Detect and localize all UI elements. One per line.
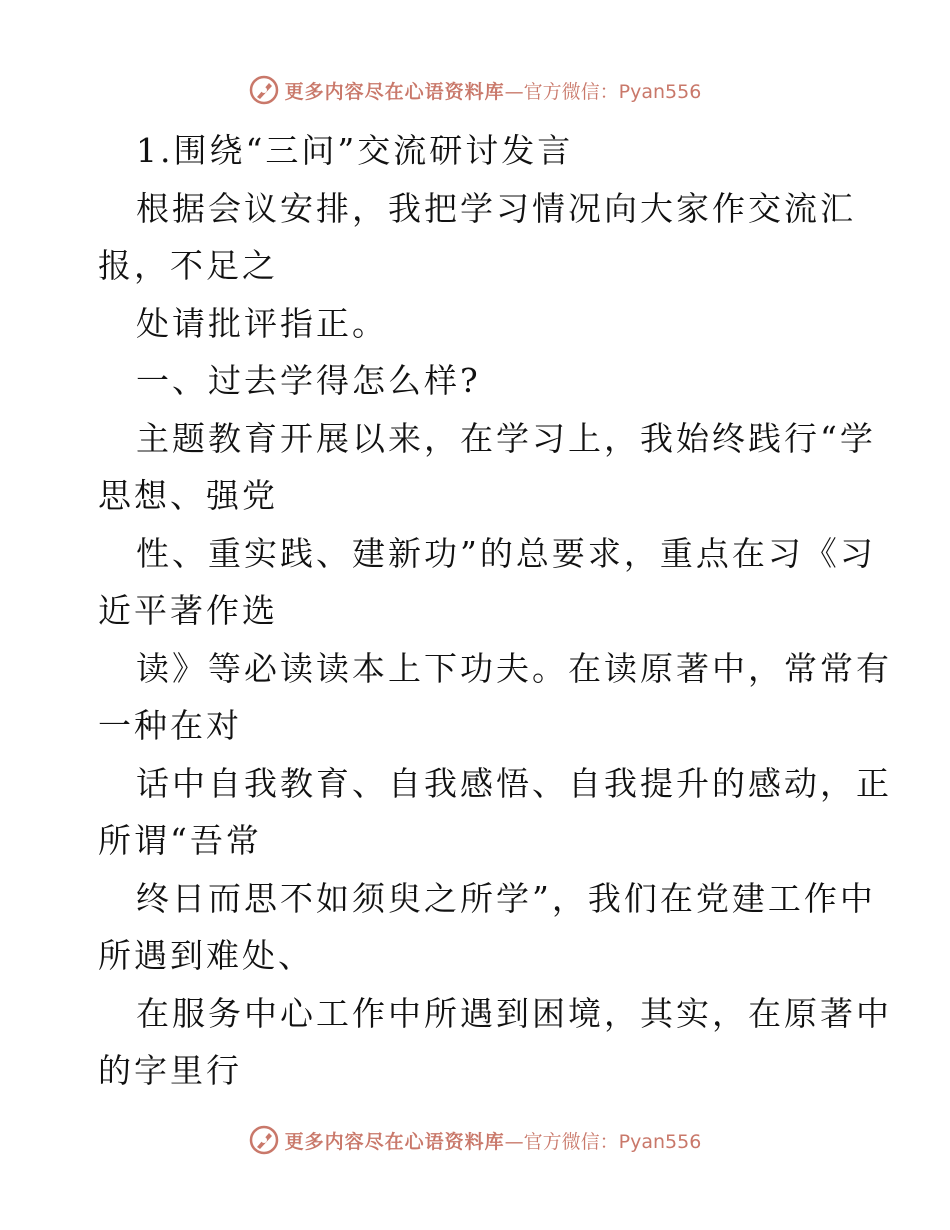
banner-contact-text: —官方微信：Pyan556 (504, 1130, 702, 1153)
paragraph-line: 主题教育开展以来，在学习上，我始终践行“学 (136, 418, 876, 458)
paragraph-line: 性、重实践、建新功”的总要求，重点在习《习 (136, 533, 876, 573)
quill-logo-icon (249, 1125, 279, 1155)
doc-title: 1.围绕“三问”交流研讨发言 (136, 131, 574, 170)
paragraph-line: 话中自我教育、自我感悟、自我提升的感动，正 (136, 763, 892, 803)
paragraph-line: 近平著作选 (98, 591, 278, 630)
banner-brand-text: 更多内容尽在心语资料库 (284, 80, 505, 103)
paragraph-line: 所遇到难处、 (98, 936, 314, 975)
paragraph-line: 思想、强党 (98, 476, 278, 515)
quill-logo-icon (249, 75, 279, 105)
header-watermark-banner (0, 70, 950, 110)
paragraph-line: 根据会议安排，我把学习情况向大家作交流汇 (136, 188, 856, 228)
paragraph-line: 处请批评指正。 (136, 303, 388, 343)
section-heading: 一、过去学得怎么样? (136, 361, 481, 400)
paragraph-line: 一种在对 (98, 706, 242, 745)
paragraph-line: 的字里行 (98, 1051, 242, 1090)
paragraph-line: 读》等必读读本上下功夫。在读原著中，常常有 (136, 648, 892, 688)
paragraph-line: 在服务中心工作中所遇到困境，其实，在原著中 (136, 993, 892, 1033)
paragraph-line: 所谓“吾常 (98, 821, 262, 860)
paragraph-line: 报，不足之 (98, 246, 278, 285)
banner-contact-text: —官方微信：Pyan556 (504, 80, 702, 103)
document-body (98, 122, 892, 1100)
footer-watermark-banner (0, 1120, 950, 1160)
banner-brand-text: 更多内容尽在心语资料库 (284, 1130, 505, 1153)
paragraph-line: 终日而思不如须臾之所学”，我们在党建工作中 (136, 878, 876, 918)
